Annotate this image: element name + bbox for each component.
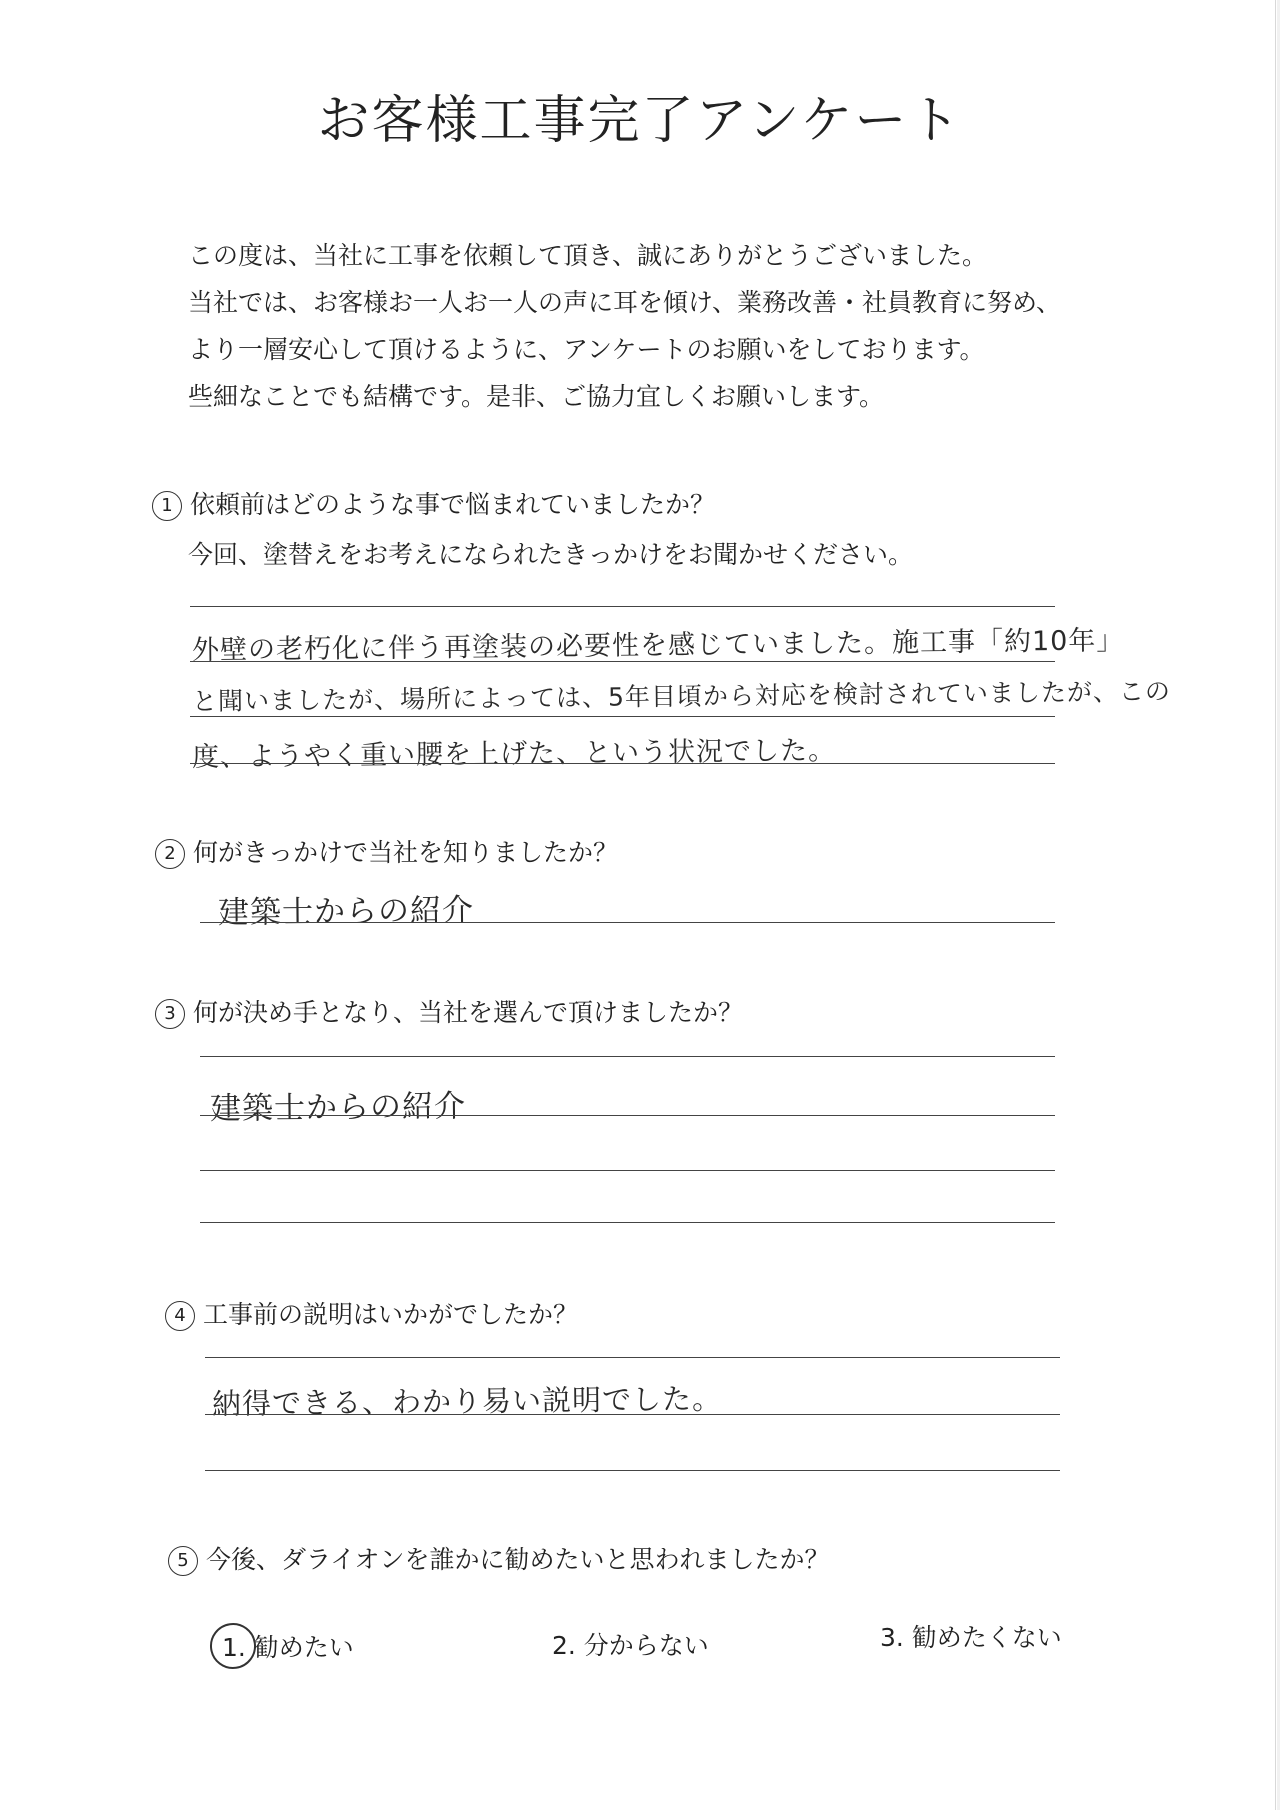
question-number: 2: [155, 839, 185, 869]
answer-line: [200, 1056, 1055, 1057]
question-2: [155, 833, 618, 869]
page-edge: [1275, 0, 1276, 1810]
question-number: 4: [165, 1301, 195, 1331]
answer-line: [205, 1470, 1060, 1471]
question-4: [165, 1295, 578, 1331]
intro-text: [188, 232, 1061, 420]
answer-line: [190, 716, 1055, 717]
handwritten-answer: 建築士からの紹介: [209, 1088, 467, 1127]
answer-line: [200, 1115, 1055, 1116]
question-number: 1: [152, 491, 182, 521]
handwritten-answer: 外壁の老朽化に伴う再塗装の必要性を感じていました。施工事「約10年」: [191, 625, 1125, 666]
intro-line: この度は、当社に工事を依頼して頂き、誠にありがとうございました。: [188, 241, 988, 270]
question-text: 依頼前はどのような事で悩まれていましたか？: [190, 490, 716, 519]
answer-line: [190, 661, 1055, 662]
answer-line: [190, 606, 1055, 607]
handwritten-answer: 度、ようやく重い腰を上げた、という状況でした。: [191, 735, 837, 773]
option-unsure[interactable]: 2. 分からない: [552, 1631, 709, 1660]
answer-line: [200, 1170, 1055, 1171]
answer-line: [200, 1222, 1055, 1223]
question-text: 工事前の説明はいかがでしたか？: [203, 1300, 579, 1329]
question-5: [168, 1540, 830, 1576]
intro-line: 些細なことでも結構です。是非、ご協力宜しくお願いします。: [188, 382, 885, 411]
question-3: [155, 993, 743, 1029]
intro-line: より一層安心して頂けるように、アンケートのお願いをしております。: [188, 335, 985, 364]
option-recommend[interactable]: 1. 勧めたい: [222, 1633, 354, 1662]
handwritten-answer: 納得できる、わかり易い説明でした。: [211, 1381, 723, 1421]
question-number: 5: [168, 1546, 198, 1576]
intro-line: 当社では、お客様お一人お一人の声に耳を傾け、業務改善・社員教育に努め、: [188, 288, 1062, 317]
handwritten-answer: 建築士からの紹介: [217, 892, 475, 931]
option-not-recommend[interactable]: 3. 勧めたくない: [880, 1623, 1062, 1652]
question-number: 3: [155, 999, 185, 1029]
survey-title: お客様工事完了アンケート: [317, 91, 963, 151]
handwritten-answer: と聞いましたが、場所によっては、5年目頃から対応を検討されていましたが、この: [191, 676, 1172, 716]
answer-line: [190, 763, 1055, 764]
answer-line: [200, 922, 1055, 923]
answer-line: [205, 1357, 1060, 1358]
answer-line: [205, 1414, 1060, 1415]
question-1: [152, 485, 715, 521]
question-text: 何が決め手となり、当社を選んで頂けましたか？: [193, 998, 744, 1027]
question-1-subtext: 今回、塗替えをお考えになられたきっかけをお聞かせください。: [188, 540, 914, 569]
question-text: 何がきっかけで当社を知りましたか？: [193, 838, 619, 867]
question-text: 今後、ダライオンを誰かに勧めたいと思われましたか？: [206, 1545, 830, 1574]
